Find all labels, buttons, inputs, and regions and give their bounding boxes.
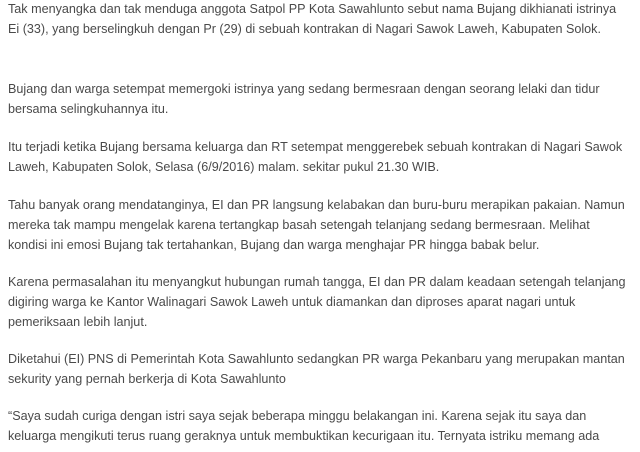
paragraph-5: [8, 272, 634, 332]
paragraph-2: [8, 79, 634, 119]
text-line: sekurity yang pernah berkerja di Kota Sawahlunto: [8, 372, 286, 386]
text-line: Tak menyangka dan tak menduga anggota Satpol PP Kota Sawahlunto sebut nama Bujang dikhianati istrinya: [8, 2, 617, 16]
text-line: Bujang dan warga setempat memergoki istrinya yang sedang bermesraan dengan seorang lelaki dan tidur: [8, 82, 600, 96]
paragraph-3: [8, 137, 634, 177]
paragraph-1: [8, 0, 634, 39]
text-line: bersama selingkuhannya itu.: [8, 102, 169, 116]
text-line: Ei (33), yang berselingkuh dengan Pr (29) di sebuah kontrakan di Nagari Sawok Laweh, Kabupaten Solok.: [8, 22, 601, 36]
text-line: pemeriksaan lebih lanjut.: [8, 315, 148, 329]
paragraph-6: [8, 349, 634, 389]
text-line: Laweh, Kabupaten Solok, Selasa (6/9/2016) malam. sekitar pukul 21.30 WIB.: [8, 160, 440, 174]
text-line: kondisi ini emosi Bujang tak tertahankan, Bujang dan warga menghajar PR hingga babak belur.: [8, 238, 540, 252]
text-line: Karena permasalahan itu menyangkut hubungan rumah tangga, EI dan PR dalam keadaan setengah telanjang: [8, 275, 626, 289]
text-line: Tahu banyak orang mendatanginya, EI dan PR langsung kelabakan dan buru-buru merapikan pakaian. Namun: [8, 198, 625, 212]
text-line: Diketahui (EI) PNS di Pemerintah Kota Sawahlunto sedangkan PR warga Pekanbaru yang merupakan mantan: [8, 352, 625, 366]
paragraph-7: [8, 406, 634, 446]
text-line: digiring warga ke Kantor Walinagari Sawok Laweh untuk diamankan dan diproses aparat nagari untuk: [8, 295, 576, 309]
text-line: mereka tak mampu mengelak karena tertangkap basah setengah telanjang sedang bermesraan. Melihat: [8, 218, 590, 232]
paragraph-4: [8, 195, 634, 255]
text-line: Itu terjadi ketika Bujang bersama keluarga dan RT setempat menggerebek sebuah kontrakan di Nagari Sawok: [8, 140, 623, 154]
text-line: “Saya sudah curiga dengan istri saya sejak beberapa minggu belakangan ini. Karena sejak itu saya dan: [8, 409, 587, 423]
text-line: keluarga mengikuti terus ruang geraknya untuk membuktikan kecurigaan itu. Ternyata istriku memang ada: [8, 429, 600, 443]
